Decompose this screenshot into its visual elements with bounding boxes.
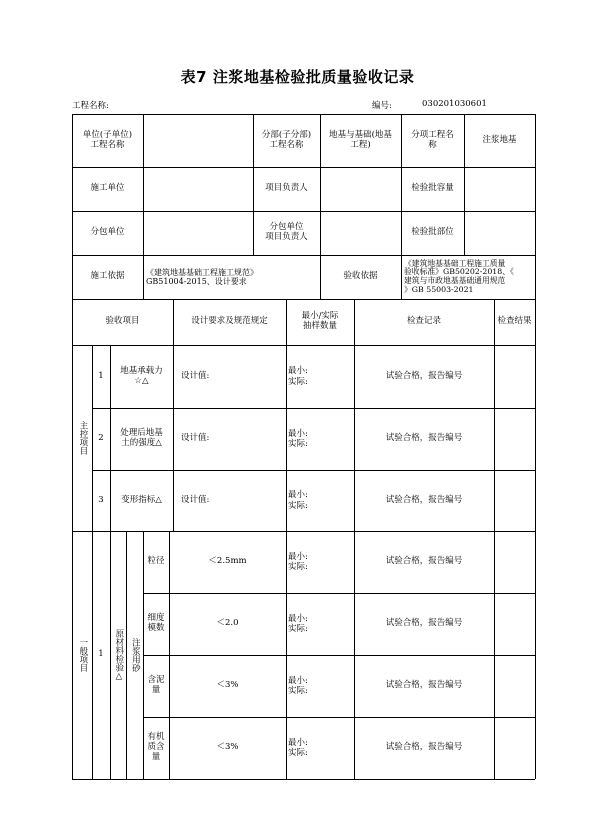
main-control-no: 1 <box>98 370 104 381</box>
check-record: 试验合格，报告编号 <box>385 742 463 753</box>
batch-capacity-value[interactable] <box>464 167 535 211</box>
sub-item-label: 分项工程名 称 <box>411 129 454 150</box>
sample-min-label: 最小: <box>288 675 308 686</box>
subcontract-unit-value[interactable] <box>143 211 253 255</box>
check-result[interactable] <box>494 717 535 779</box>
design-value-label: 设计值: <box>181 370 210 381</box>
check-record: 试验合格，报告编号 <box>385 618 463 629</box>
subcontract-unit-label: 分包单位 <box>90 227 125 238</box>
check-record: 试验合格，报告编号 <box>385 680 463 691</box>
column-header-result: 检查结果 <box>497 316 532 327</box>
check-result[interactable] <box>494 531 535 593</box>
general-item-name: 有机 质含 量 <box>147 732 165 762</box>
general-item-name: 细度 模数 <box>147 613 165 633</box>
column-header-sample: 最小/实际 抽样数量 <box>301 311 339 331</box>
main-control-label: 主控项目 <box>77 421 88 455</box>
page-title: 表7 注浆地基检验批质量验收记录 <box>180 68 415 86</box>
check-result[interactable] <box>494 470 535 531</box>
sample-count-cell[interactable] <box>286 408 354 470</box>
general-subgroup-label: 注浆用砂 <box>130 638 141 672</box>
serial-label: 编号: <box>372 101 392 111</box>
general-item-name: 粒径 <box>147 556 165 567</box>
check-result[interactable] <box>494 655 535 717</box>
sub-division-label: 分部(子分部) 工程名称 <box>261 129 312 150</box>
column-header-design: 设计要求及规范规定 <box>191 316 268 327</box>
design-requirement: ＜3% <box>216 742 239 753</box>
check-result[interactable] <box>494 345 535 408</box>
sample-actual-label: 实际: <box>288 439 308 449</box>
sample-min-label: 最小: <box>288 551 308 562</box>
sample-actual-label: 实际: <box>288 562 308 572</box>
subcontract-manager-value[interactable] <box>320 211 401 255</box>
check-result[interactable] <box>494 593 535 655</box>
construction-unit-label: 施工单位 <box>90 183 125 194</box>
sample-actual-label: 实际: <box>288 376 308 387</box>
sample-count-cell[interactable] <box>286 593 354 655</box>
project-manager-value[interactable] <box>320 167 401 211</box>
sample-count-cell[interactable] <box>286 655 354 717</box>
construction-basis-label: 施工依据 <box>90 271 125 282</box>
main-control-name: 处理后地基 土的强度△ <box>120 428 163 448</box>
construction-basis-value: 《建筑地基基础工程施工规范》 GB51004-2015、设计要求 <box>146 267 258 286</box>
sample-count-cell[interactable] <box>286 531 354 593</box>
sample-actual-label: 实际: <box>288 686 308 696</box>
sample-count-cell[interactable] <box>286 717 354 779</box>
check-record: 试验合格，报告编号 <box>385 494 463 505</box>
general-item-name: 含泥 量 <box>147 675 165 695</box>
general-no: 1 <box>98 649 104 660</box>
sample-actual-label: 实际: <box>288 500 308 511</box>
check-result[interactable] <box>494 408 535 470</box>
sub-division-value: 地基与基础(地基 工程) <box>329 129 392 150</box>
batch-capacity-label: 检验批容量 <box>411 183 454 194</box>
column-header-record: 检查记录 <box>406 316 441 327</box>
sub-item-value: 注浆地基 <box>482 134 517 145</box>
design-requirement: ＜2.0 <box>216 618 239 629</box>
batch-location-label: 检验批部位 <box>411 227 454 238</box>
sample-min-label: 最小: <box>288 737 308 748</box>
design-requirement: ＜2.5mm <box>208 556 247 567</box>
project-name-label: 工程名称: <box>72 101 109 111</box>
general-label: 一般项目 <box>77 638 88 672</box>
acceptance-basis-label: 验收依据 <box>343 271 378 282</box>
acceptance-basis-value: 《建筑地基基础工程施工质量 验收标准》GB50202-2018、《 建筑与市政地基基础通用规范 》GB 55003-2021 <box>404 258 514 294</box>
unit-name-value[interactable] <box>143 114 253 167</box>
unit-name-label: 单位(子单位) 工程名称 <box>82 129 133 150</box>
sample-min-label: 最小: <box>288 366 308 377</box>
design-value-label: 设计值: <box>181 433 210 444</box>
check-record: 试验合格，报告编号 <box>385 370 463 381</box>
construction-unit-value[interactable] <box>143 167 253 211</box>
serial-value: 030201030601 <box>422 99 487 109</box>
main-control-name: 变形指标△ <box>121 494 162 505</box>
main-control-no: 2 <box>98 433 104 444</box>
check-record: 试验合格，报告编号 <box>385 556 463 567</box>
design-value-label: 设计值: <box>181 494 210 505</box>
sample-min-label: 最小: <box>288 490 308 501</box>
batch-location-value[interactable] <box>464 211 535 255</box>
subcontract-manager-label: 分包单位 项目负责人 <box>265 222 308 242</box>
sample-actual-label: 实际: <box>288 748 308 758</box>
project-manager-label: 项目负责人 <box>265 183 308 194</box>
sample-actual-label: 实际: <box>288 624 308 634</box>
main-control-name: 地基承载力 ☆△ <box>120 365 163 386</box>
main-control-no: 3 <box>98 494 104 505</box>
sample-min-label: 最小: <box>288 428 308 439</box>
check-record: 试验合格，报告编号 <box>385 433 463 444</box>
sample-min-label: 最小: <box>288 613 308 624</box>
sample-count-cell[interactable] <box>286 470 354 531</box>
design-requirement: ＜3% <box>216 680 239 691</box>
general-group-label: 原材料检验△ <box>113 628 124 682</box>
column-header-item: 验收项目 <box>105 316 140 327</box>
sample-count-cell[interactable] <box>286 345 354 408</box>
